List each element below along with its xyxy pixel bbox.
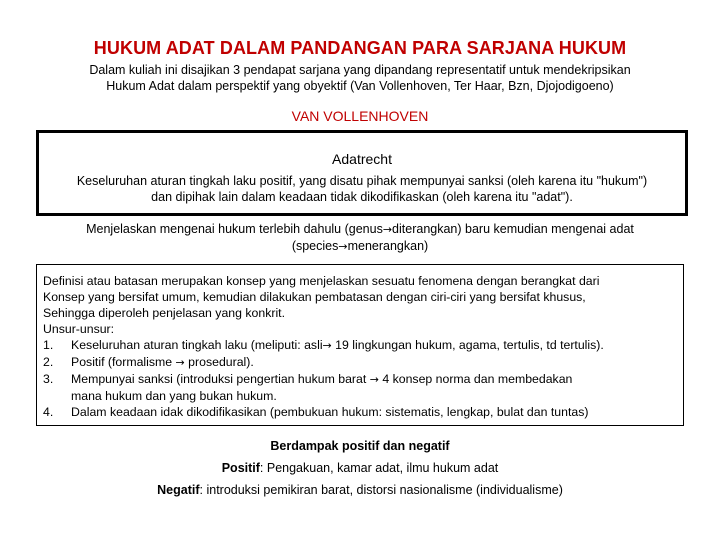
definition-line: Sehingga diperoleh penjelasan yang konkrit. <box>43 306 286 320</box>
list-text-line <box>71 371 679 388</box>
explanation-part: Menjelaskan mengenai hukum terlebih dahulu (genus <box>86 222 383 236</box>
arrow-right-icon: → <box>322 339 332 352</box>
list-number: 1. <box>43 338 54 352</box>
list-item <box>43 337 679 354</box>
arrow-right-icon: → <box>369 373 379 386</box>
definition-line: Definisi atau batasan merupakan konsep yang menjelaskan sesuatu fenomena dengan berangkat dari <box>43 274 600 288</box>
positive-line <box>0 457 720 479</box>
list-text: prosedural). <box>184 355 254 369</box>
positive-text: : Pengakuan, kamar adat, ilmu hukum adat <box>259 461 499 475</box>
list-item <box>43 354 679 371</box>
list-number: 4. <box>43 405 54 419</box>
list-item <box>43 371 679 404</box>
definition-box <box>36 264 684 426</box>
adatrecht-box <box>36 130 688 216</box>
explanation-part: menerangkan) <box>347 239 429 253</box>
list-text: Mempunyai sanksi (introduksi pengertian hukum barat <box>71 372 370 386</box>
author-heading: VAN VOLLENHOVEN <box>291 108 429 124</box>
positive-label: Positif <box>221 461 260 475</box>
subtitle-line: Dalam kuliah ini disajikan 3 pendapat sarjana yang dipandang representatif untuk mendekripsikan <box>89 63 631 77</box>
list-text: Positif (formalisme <box>71 355 176 369</box>
list-number: 3. <box>43 372 54 386</box>
list-number: 2. <box>43 355 54 369</box>
explanation-line <box>40 238 680 255</box>
explanation-text <box>40 221 680 255</box>
definition-line: Keseluruhan aturan tingkah laku positif, yang disatu pihak mempunyai sanksi (oleh karena itu "hukum") <box>76 174 648 188</box>
arrow-right-icon: → <box>338 240 348 253</box>
subtitle-line: Hukum Adat dalam perspektif yang obyektif (Van Vollenhoven, Ter Haar, Bzn, Djojodigoeno) <box>106 79 614 93</box>
negative-text: : introduksi pemikiran barat, distorsi nasionalisme (individualisme) <box>199 483 563 497</box>
list-text: 4 konsep norma dan membedakan <box>378 372 573 386</box>
list-text-line: mana hukum dan yang bukan hukum. <box>71 389 277 403</box>
negative-line <box>0 479 720 501</box>
adatrecht-title: Adatrecht <box>332 151 392 167</box>
arrow-right-icon: → <box>382 223 393 236</box>
list-text: Keseluruhan aturan tingkah laku (meliputi: asli <box>71 338 323 352</box>
explanation-part: (species <box>291 239 339 253</box>
arrow-right-icon: → <box>175 356 185 369</box>
impact-section <box>0 435 720 501</box>
list-text: Dalam keadaan idak dikodifikasikan (pembukuan hukum: sistematis, lengkap, bulat dan tuntas) <box>71 405 589 419</box>
impact-heading: Berdampak positif dan negatif <box>270 439 450 453</box>
definition-line: dan dipihak lain dalam keadaan tidak dikodifikaskan (oleh karena itu "adat"). <box>151 190 573 204</box>
adatrecht-definition <box>39 173 685 205</box>
definition-line: Konsep yang bersifat umum, kemudian dilakukan pembatasan dengan ciri-ciri yang bersifat khusus, <box>43 290 586 304</box>
explanation-line <box>40 221 680 238</box>
explanation-part: diterangkan) baru kemudian mengenai adat <box>392 222 634 236</box>
list-item <box>43 404 679 420</box>
list-text: 19 lingkungan hukum, agama, tertulis, td tertulis). <box>331 338 604 352</box>
negative-label: Negatif <box>157 483 200 497</box>
slide-subtitle <box>30 62 690 94</box>
slide-title: HUKUM ADAT DALAM PANDANGAN PARA SARJANA HUKUM <box>93 38 627 58</box>
elements-heading: Unsur-unsur: <box>43 322 115 336</box>
